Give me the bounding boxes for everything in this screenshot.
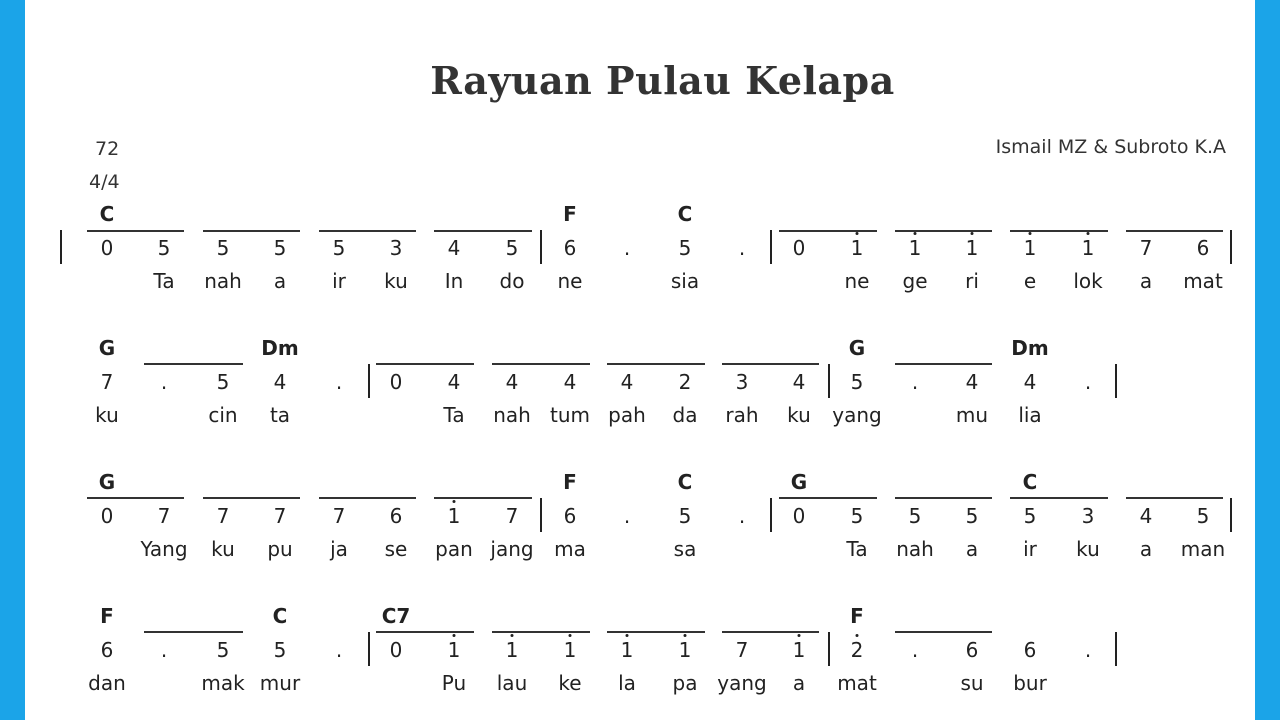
lyric-syllable: la: [618, 671, 636, 695]
note-number: 1: [908, 236, 922, 260]
note-number: 4: [505, 370, 519, 394]
beam-line: [895, 230, 992, 232]
high-octave-dot: [569, 634, 572, 637]
bar-line: [368, 364, 370, 398]
bar-line: [368, 632, 370, 666]
lyric-syllable: a: [273, 269, 287, 293]
chord-symbol: C7: [381, 604, 411, 628]
beam-line: [203, 497, 300, 499]
bar-line: [1230, 498, 1232, 532]
beam-line: [87, 230, 184, 232]
lyric-syllable: ku: [95, 403, 119, 427]
note-number: 5: [1023, 504, 1037, 528]
chord-symbol: F: [850, 604, 864, 628]
beam-line: [203, 230, 300, 232]
note-number: 6: [965, 638, 979, 662]
tempo-marking: 72: [95, 138, 120, 160]
beam-line: [722, 363, 819, 365]
note-number: 5: [505, 236, 519, 260]
lyric-syllable: ir: [332, 269, 346, 293]
chord-symbol: F: [563, 202, 577, 226]
high-octave-dot: [1087, 232, 1090, 235]
chord-symbol: F: [100, 604, 114, 628]
lyric-syllable: lok: [1073, 269, 1103, 293]
note-number: 4: [620, 370, 634, 394]
chord-symbol: C: [677, 202, 693, 226]
note-number: 5: [332, 236, 346, 260]
note-number: 7: [332, 504, 346, 528]
lyric-syllable: ne: [844, 269, 870, 293]
note-number: 1: [792, 638, 806, 662]
lyric-syllable: nah: [896, 537, 934, 561]
lyric-syllable: ma: [554, 537, 586, 561]
note-number: .: [738, 236, 746, 260]
note-number: 7: [100, 370, 114, 394]
composer-credit: Ismail MZ & Subroto K.A: [995, 136, 1226, 158]
note-number: 0: [389, 638, 403, 662]
lyric-syllable: se: [384, 537, 408, 561]
note-number: .: [623, 236, 631, 260]
high-octave-dot: [856, 232, 859, 235]
note-number: .: [623, 504, 631, 528]
lyric-syllable: da: [672, 403, 698, 427]
lyric-syllable: a: [965, 537, 979, 561]
note-number: .: [335, 370, 343, 394]
chord-symbol: C: [272, 604, 288, 628]
lyric-syllable: a: [792, 671, 806, 695]
note-number: 5: [157, 236, 171, 260]
lyric-syllable: Yang: [140, 537, 188, 561]
beam-line: [144, 631, 243, 633]
bar-line: [540, 498, 542, 532]
lyric-syllable: ir: [1023, 537, 1037, 561]
beam-line: [144, 363, 243, 365]
chord-symbol: Dm: [261, 336, 299, 360]
bar-line: [770, 230, 772, 264]
note-number: 5: [216, 370, 230, 394]
bar-line: [770, 498, 772, 532]
note-number: 7: [216, 504, 230, 528]
lyric-syllable: pa: [672, 671, 698, 695]
note-number: .: [738, 504, 746, 528]
beam-line: [376, 631, 474, 633]
lyric-syllable: tum: [550, 403, 590, 427]
note-number: 1: [965, 236, 979, 260]
note-number: 1: [447, 504, 461, 528]
chord-symbol: G: [848, 336, 866, 360]
bar-line: [1115, 364, 1117, 398]
beam-line: [722, 631, 819, 633]
chord-symbol: Dm: [1011, 336, 1049, 360]
beam-line: [87, 497, 184, 499]
note-number: 1: [563, 638, 577, 662]
chord-symbol: G: [98, 470, 116, 494]
note-number: .: [911, 370, 919, 394]
note-number: 0: [100, 504, 114, 528]
note-number: 5: [1196, 504, 1210, 528]
note-number: 4: [792, 370, 806, 394]
beam-line: [1010, 497, 1108, 499]
lyric-syllable: ri: [965, 269, 979, 293]
note-number: 2: [850, 638, 864, 662]
note-number: 3: [389, 236, 403, 260]
note-number: 5: [850, 504, 864, 528]
chord-symbol: G: [98, 336, 116, 360]
beam-line: [1010, 230, 1108, 232]
beam-line: [1126, 497, 1223, 499]
bar-line: [1230, 230, 1232, 264]
beam-line: [607, 631, 705, 633]
lyric-syllable: a: [1139, 537, 1153, 561]
beam-line: [434, 230, 532, 232]
note-number: 7: [157, 504, 171, 528]
note-number: 5: [273, 236, 287, 260]
lyric-syllable: lia: [1018, 403, 1042, 427]
lyric-syllable: e: [1023, 269, 1037, 293]
note-number: 6: [1023, 638, 1037, 662]
lyric-syllable: lau: [496, 671, 528, 695]
note-number: 5: [850, 370, 864, 394]
lyric-syllable: ku: [1076, 537, 1100, 561]
note-number: 1: [447, 638, 461, 662]
lyric-syllable: Pu: [441, 671, 467, 695]
high-octave-dot: [971, 232, 974, 235]
note-number: 4: [1023, 370, 1037, 394]
beam-line: [895, 363, 992, 365]
note-number: 2: [678, 370, 692, 394]
lyric-syllable: Ta: [846, 537, 868, 561]
beam-line: [607, 363, 705, 365]
bar-line: [540, 230, 542, 264]
chord-symbol: G: [790, 470, 808, 494]
note-number: 1: [620, 638, 634, 662]
lyric-syllable: do: [499, 269, 525, 293]
note-number: 3: [735, 370, 749, 394]
lyric-syllable: Ta: [153, 269, 175, 293]
note-number: 0: [792, 236, 806, 260]
note-number: 1: [678, 638, 692, 662]
lyric-syllable: dan: [88, 671, 126, 695]
lyric-syllable: ke: [558, 671, 582, 695]
beam-line: [895, 497, 992, 499]
note-number: 6: [563, 236, 577, 260]
note-number: 7: [505, 504, 519, 528]
beam-line: [319, 230, 416, 232]
high-octave-dot: [798, 634, 801, 637]
lyric-syllable: su: [960, 671, 984, 695]
note-number: 5: [908, 504, 922, 528]
lyric-syllable: ku: [787, 403, 811, 427]
note-number: 1: [1081, 236, 1095, 260]
lyric-syllable: ne: [557, 269, 583, 293]
note-number: 4: [447, 370, 461, 394]
lyric-syllable: sa: [673, 537, 697, 561]
note-number: 6: [100, 638, 114, 662]
note-number: 0: [792, 504, 806, 528]
note-number: 1: [850, 236, 864, 260]
lyric-syllable: mat: [837, 671, 877, 695]
bar-line: [828, 364, 830, 398]
lyric-syllable: ja: [330, 537, 348, 561]
time-signature: 4/4: [89, 171, 120, 193]
beam-line: [492, 631, 590, 633]
note-number: 5: [965, 504, 979, 528]
note-number: 1: [505, 638, 519, 662]
note-number: .: [1084, 370, 1092, 394]
lyric-syllable: jang: [490, 537, 534, 561]
lyric-syllable: man: [1180, 537, 1226, 561]
lyric-syllable: sia: [670, 269, 700, 293]
note-number: 1: [1023, 236, 1037, 260]
chord-symbol: C: [677, 470, 693, 494]
note-number: 4: [563, 370, 577, 394]
beam-line: [1126, 230, 1223, 232]
lyric-syllable: In: [444, 269, 464, 293]
note-number: 7: [735, 638, 749, 662]
lyric-syllable: cin: [208, 403, 238, 427]
note-number: 4: [447, 236, 461, 260]
lyric-syllable: ku: [211, 537, 235, 561]
beam-line: [434, 497, 532, 499]
lyric-syllable: ku: [384, 269, 408, 293]
note-number: 0: [389, 370, 403, 394]
beam-line: [895, 631, 992, 633]
beam-line: [319, 497, 416, 499]
high-octave-dot: [453, 500, 456, 503]
lyric-syllable: ge: [902, 269, 928, 293]
beam-line: [779, 497, 877, 499]
note-number: 7: [1139, 236, 1153, 260]
high-octave-dot: [684, 634, 687, 637]
lyric-syllable: mak: [201, 671, 245, 695]
lyric-syllable: yang: [832, 403, 882, 427]
note-number: .: [1084, 638, 1092, 662]
high-octave-dot: [856, 634, 859, 637]
lyric-syllable: Ta: [443, 403, 465, 427]
beam-line: [779, 230, 877, 232]
lyric-syllable: mur: [259, 671, 301, 695]
beam-line: [376, 363, 474, 365]
chord-symbol: F: [563, 470, 577, 494]
note-number: .: [160, 638, 168, 662]
lyric-syllable: rah: [725, 403, 759, 427]
note-number: 5: [273, 638, 287, 662]
note-number: 5: [216, 236, 230, 260]
note-number: 6: [1196, 236, 1210, 260]
beam-line: [492, 363, 590, 365]
song-title: Rayuan Pulau Kelapa: [430, 58, 895, 103]
note-number: 0: [100, 236, 114, 260]
lyric-syllable: ta: [269, 403, 291, 427]
note-number: 4: [1139, 504, 1153, 528]
chord-symbol: C: [1022, 470, 1038, 494]
note-number: .: [911, 638, 919, 662]
note-number: 5: [678, 504, 692, 528]
note-number: 6: [389, 504, 403, 528]
note-number: 6: [563, 504, 577, 528]
lyric-syllable: pan: [435, 537, 473, 561]
lyric-syllable: nah: [204, 269, 242, 293]
note-number: 5: [216, 638, 230, 662]
note-number: .: [160, 370, 168, 394]
note-number: 4: [273, 370, 287, 394]
note-number: 3: [1081, 504, 1095, 528]
bar-line: [828, 632, 830, 666]
lyric-syllable: bur: [1013, 671, 1047, 695]
lyric-syllable: pah: [608, 403, 646, 427]
lyric-syllable: nah: [493, 403, 531, 427]
high-octave-dot: [453, 634, 456, 637]
chord-symbol: C: [99, 202, 115, 226]
high-octave-dot: [1029, 232, 1032, 235]
bar-line: [1115, 632, 1117, 666]
lyric-syllable: mu: [955, 403, 989, 427]
lyric-syllable: mat: [1183, 269, 1223, 293]
note-number: .: [335, 638, 343, 662]
lyric-syllable: yang: [717, 671, 767, 695]
lyric-syllable: pu: [267, 537, 293, 561]
note-number: 5: [678, 236, 692, 260]
high-octave-dot: [626, 634, 629, 637]
high-octave-dot: [914, 232, 917, 235]
note-number: 4: [965, 370, 979, 394]
note-number: 7: [273, 504, 287, 528]
lyric-syllable: a: [1139, 269, 1153, 293]
bar-line: [60, 230, 62, 264]
high-octave-dot: [511, 634, 514, 637]
